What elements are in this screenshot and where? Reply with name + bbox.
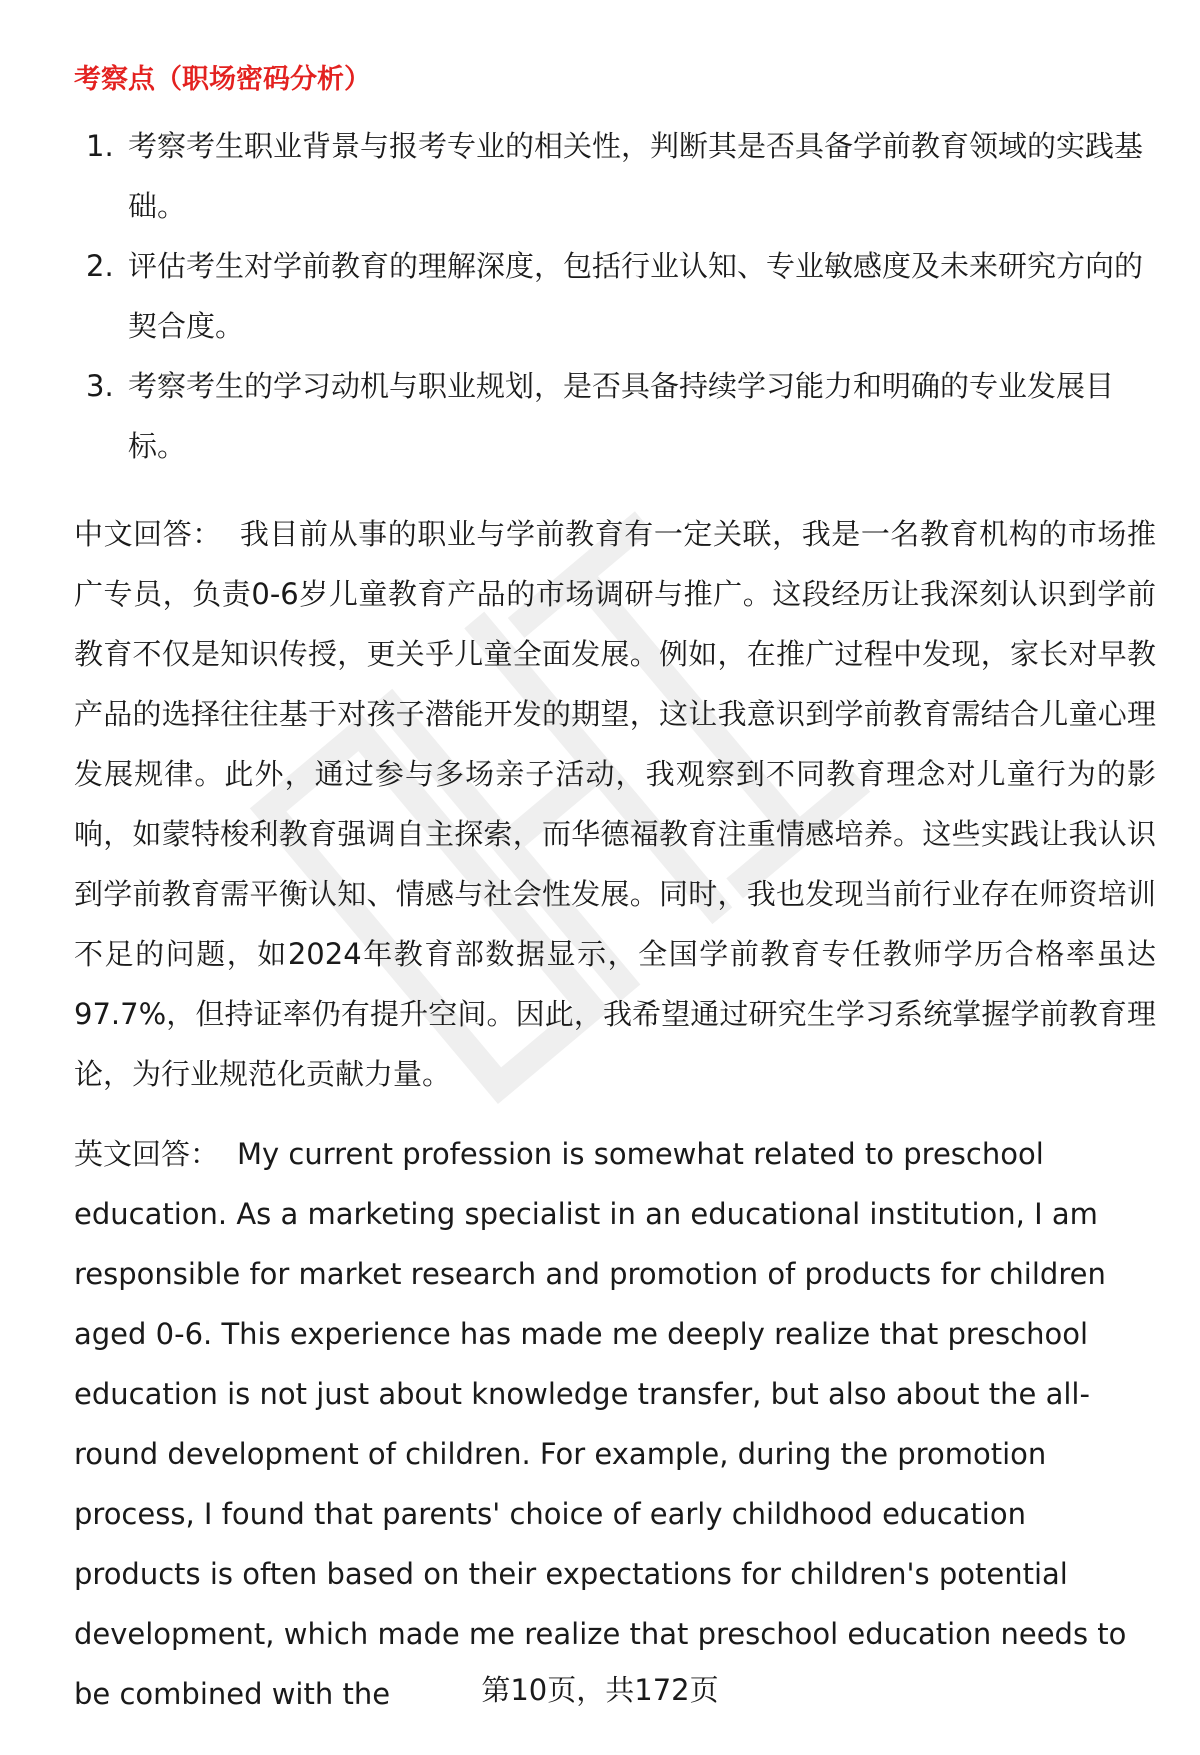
list-item xyxy=(74,116,1156,236)
section-title: 考察点（职场密码分析） xyxy=(74,64,371,95)
english-answer xyxy=(74,1124,1156,1724)
list-item xyxy=(74,236,1156,356)
chinese-answer-label: 中文回答： xyxy=(74,517,222,551)
list-item-text: 考察考生的学习动机与职业规划，是否具备持续学习能力和明确的专业发展目标。 xyxy=(128,369,1115,463)
chinese-answer xyxy=(74,504,1156,1104)
list-item xyxy=(74,356,1156,476)
chinese-answer-text: 我目前从事的职业与学前教育有一定关联，我是一名教育机构的市场推广专员，负责0-6岁儿童教育产品的市场调研与推广。这段经历让我深刻认识到学前教育不仅是知识传授，更关乎儿童全面发展。例如，在推广过程中发现，家长对早教产品的选择往往基于对孩子潜能开发的期望，这让我意识到学前教育需结合儿童心理发展规律。此外，通过参与多场亲子活动，我观察到不同教育理念对儿童行为的影响，如蒙特梭利教育强调自主探索，而华德福教育注重情感培养。这些实践让我认识到学前教育需平衡认知、情感与社会性发展。同时，我也发现当前行业存在师资培训不足的问题，如2024年教育部数据显示，全国学前教育专任教师学历合格率虽达97.7%，但持证率仍有提升空间。因此，我希望通过研究生学习系统掌握学前教育理论，为行业规范化贡献力量。 xyxy=(74,517,1156,1091)
list-item-text: 考察考生职业背景与报考专业的相关性，判断其是否具备学前教育领域的实践基础。 xyxy=(128,129,1144,223)
list-item-text: 评估考生对学前教育的理解深度，包括行业认知、专业敏感度及未来研究方向的契合度。 xyxy=(128,249,1144,343)
english-answer-label: 英文回答： xyxy=(74,1137,220,1171)
list-item-number: 1. xyxy=(86,129,114,163)
list-item-number: 2. xyxy=(86,249,114,283)
assessment-points-list xyxy=(74,116,1156,476)
english-answer-text: My current profession is somewhat related to preschool education. As a marketing specialist in an educational institution, I am responsible for market research and promotion of products for children aged 0-6. This experience has made me deeply realize that preschool education is not just about knowledge transfer, but also about the all-round development of children. For example, during the promotion process, I found that parents' choice of early childhood education products is often based on their expectations for children's potential development, which made me realize that preschool education needs to be combined with the xyxy=(74,1137,1127,1711)
document-body xyxy=(74,56,1156,1724)
list-item-number: 3. xyxy=(86,369,114,403)
page-number: 第10页，共172页 xyxy=(481,1673,719,1707)
